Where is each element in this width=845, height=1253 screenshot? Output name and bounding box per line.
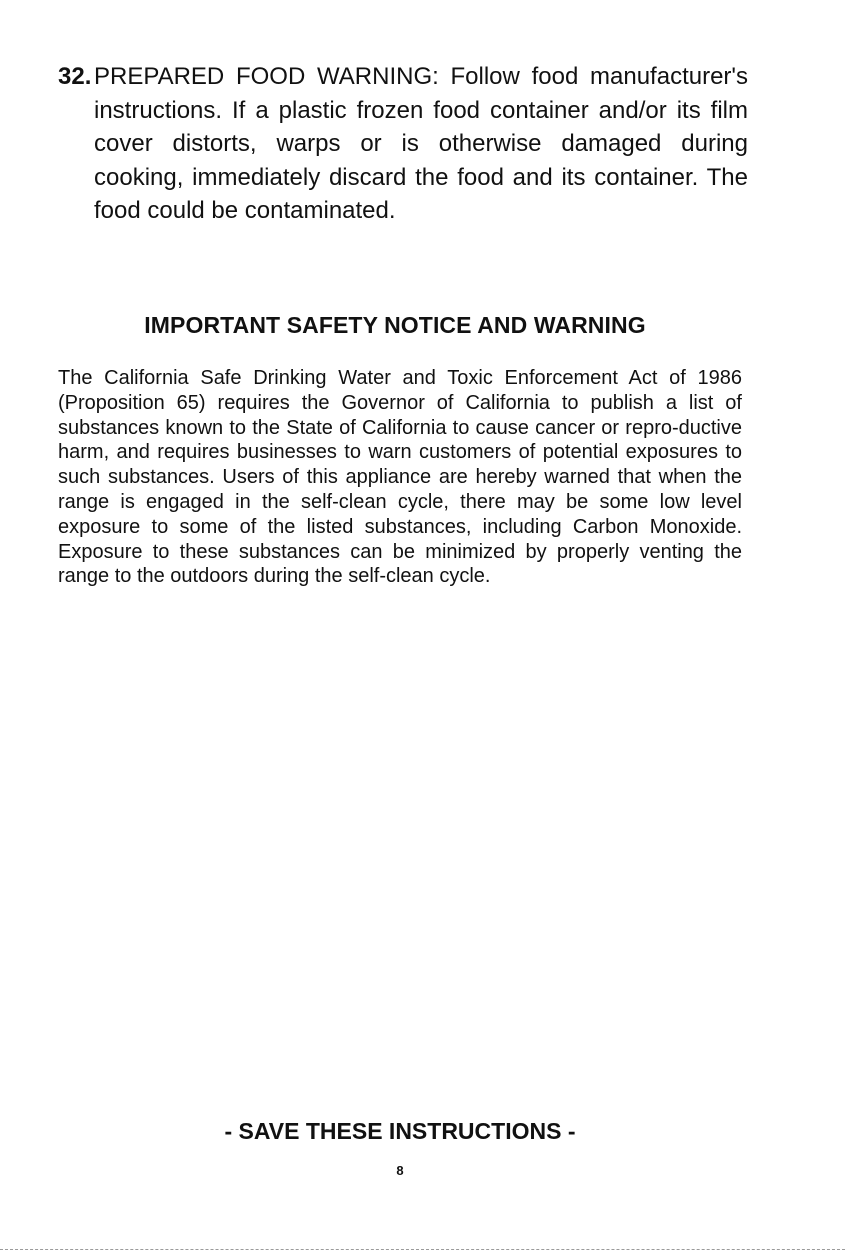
- save-instructions-footer: - SAVE THESE INSTRUCTIONS -: [224, 1118, 576, 1144]
- safety-notice-heading: IMPORTANT SAFETY NOTICE AND WARNING: [144, 312, 646, 338]
- bottom-divider: [0, 1249, 845, 1250]
- page-number: 8: [396, 1163, 404, 1178]
- prepared-food-warning-text: PREPARED FOOD WARNING: Follow food manufacturer's instructions. If a plastic frozen food container and/or its film cover distorts, warps or is otherwise damaged during cooking, immediately discard the food and its container. The food could be contaminated.: [94, 63, 748, 224]
- prepared-food-warning-item: [58, 60, 748, 228]
- item-number: 32.: [58, 63, 92, 90]
- safety-notice-body: The California Safe Drinking Water and Toxic Enforcement Act of 1986 (Proposition 65) requires the Governor of California to publish a list of substances known to the State of California to cause cancer or repro-ductive harm, and requires businesses to warn customers of potential exposures to such substances. Users of this appliance are hereby warned that when the range is engaged in the self-clean cycle, there may be some low level exposure to some of the listed substances, including Carbon Monoxide. Exposure to these substances can be minimized by properly venting the range to the outdoors during the self-clean cycle.: [58, 367, 742, 588]
